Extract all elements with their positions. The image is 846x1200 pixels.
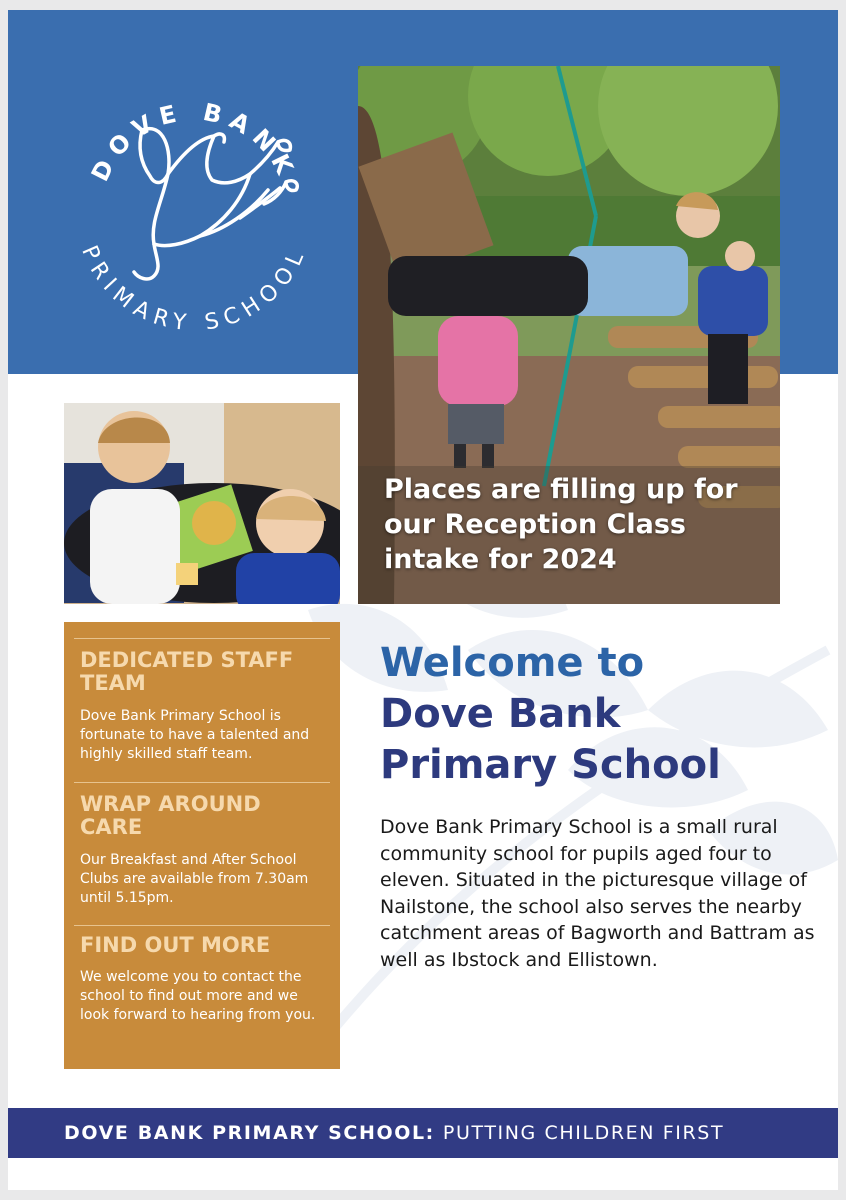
- info-body-contact: We welcome you to contact the school to find out more and we look forward to hearing from you.: [80, 969, 316, 1023]
- info-section-contact: [74, 925, 330, 1066]
- info-panel: [64, 622, 340, 1069]
- info-section-staff: [74, 638, 330, 785]
- welcome-heading: [380, 638, 820, 791]
- welcome-line-3: Primary School: [380, 742, 721, 788]
- school-logo: [54, 62, 334, 342]
- svg-text:DOVE BANK: [86, 98, 302, 186]
- dove-icon: [134, 129, 297, 279]
- info-title-contact: FIND OUT MORE: [80, 933, 271, 957]
- info-body-staff: Dove Bank Primary School is fortunate to have a talented and highly skilled staff team.: [80, 708, 310, 762]
- hero-photo: [358, 66, 780, 604]
- info-title-staff: DEDICATED STAFF TEAM: [80, 648, 294, 695]
- footer-banner: [8, 1108, 838, 1158]
- footer-tagline: PUTTING CHILDREN FIRST: [442, 1122, 725, 1144]
- classroom-scene: [64, 403, 340, 604]
- info-section-care: [74, 782, 330, 925]
- flyer-page: [8, 10, 838, 1190]
- intro-paragraph: Dove Bank Primary School is a small rural community school for pupils aged four to eleven. Situated in the picturesque village of Nailstone, the school also serves the nearby catchment areas of Bagworth and Battram as well as Ibstock and Ellistown.: [380, 816, 815, 971]
- hero-caption: Places are filling up for our Reception Class intake for 2024: [384, 474, 738, 575]
- welcome-line-1: Welcome to: [380, 640, 645, 686]
- info-body-care: Our Breakfast and After School Clubs are available from 7.30am until 5.15pm.: [80, 852, 309, 906]
- svg-text:PRIMARY SCHOOL: [76, 242, 312, 336]
- footer-school-name: DOVE BANK PRIMARY SCHOOL:: [64, 1122, 435, 1144]
- info-title-care: WRAP AROUND CARE: [80, 792, 261, 839]
- welcome-line-2: Dove Bank: [380, 691, 621, 737]
- classroom-photo: [64, 403, 340, 604]
- logo-name-bottom: PRIMARY SCHOOL: [76, 242, 312, 337]
- logo-name-top: DOVE BANK: [85, 97, 303, 186]
